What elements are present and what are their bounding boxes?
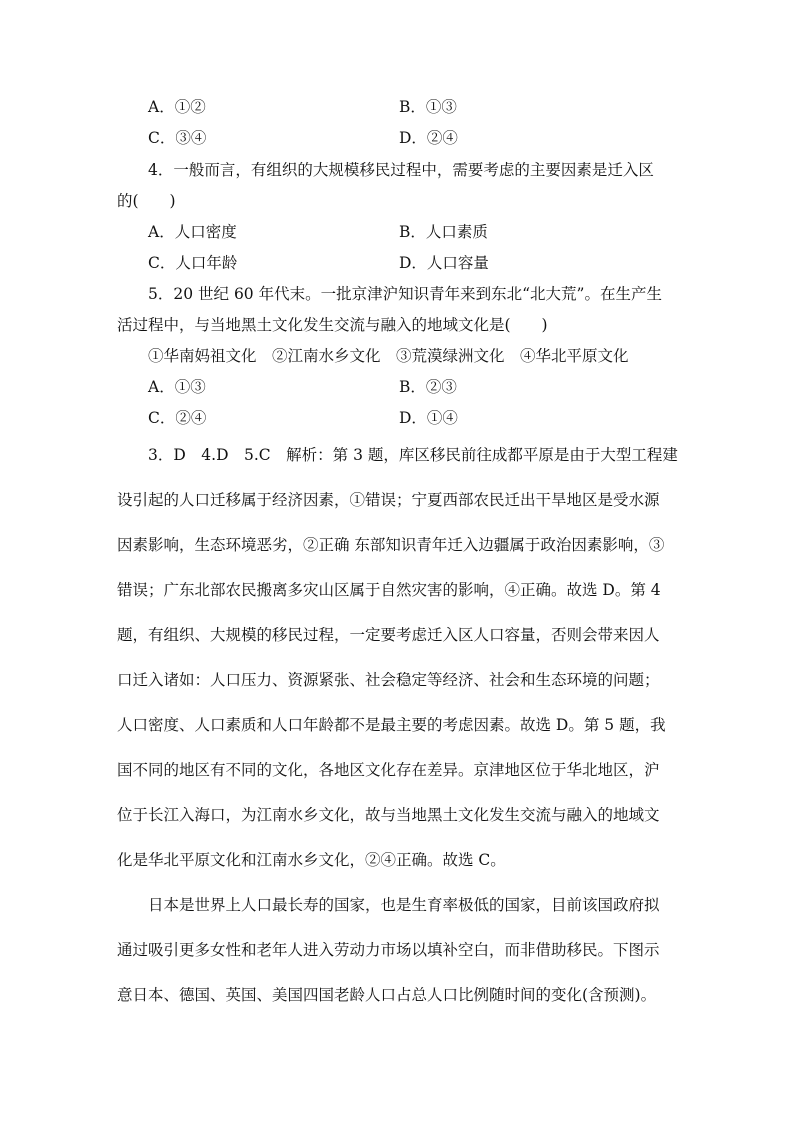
- q4-option-a: A．人口密度: [148, 223, 237, 241]
- intro-line: 日本是世界上人口最长寿的国家，也是生育率极低的国家，目前该国政府拟: [148, 896, 660, 914]
- q5-stem-line2: 活过程中，与当地黑土文化发生交流与融入的地域文化是( ): [117, 316, 548, 334]
- intro-line: 通过吸引更多女性和老年人进入劳动力市场以填补空白，而非借助移民。下图示: [117, 941, 660, 959]
- q3-option-d: D．②④: [399, 129, 458, 147]
- q3-option-b: B．①③: [399, 98, 457, 116]
- q5-option-c: C．②④: [148, 409, 207, 427]
- q5-option-d: D．①④: [399, 409, 458, 427]
- q4-option-c: C．人口年龄: [148, 254, 238, 272]
- q5-option-a: A．①③: [148, 378, 206, 396]
- q3-option-a: A．①②: [148, 98, 206, 116]
- explanation-line: 口迁入诸如：人口压力、资源紧张、社会稳定等经济、社会和生态环境的问题；: [117, 671, 660, 689]
- explanation-line: 人口密度、人口素质和人口年龄都不是最主要的考虑因素。故选 D。第 5 题，我: [117, 716, 666, 734]
- q4-option-d: D．人口容量: [399, 254, 489, 272]
- explanation-line: 3．D 4.D 5.C 解析：第 3 题，库区移民前往成都平原是由于大型工程建: [148, 446, 678, 464]
- intro-line: 意日本、德国、英国、美国四国老龄人口占总人口比例随时间的变化(含预测)。: [117, 986, 657, 1004]
- q4-option-b: B．人口素质: [399, 223, 488, 241]
- q4-stem-line2: 的( ): [117, 192, 176, 210]
- q4-stem-line1: 4．一般而言，有组织的大规模移民过程中，需要考虑的主要因素是迁入区: [148, 161, 654, 179]
- explanation-line: 因素影响，生态环境恶劣，②正确 东部知识青年迁入边疆属于政治因素影响，③: [117, 536, 665, 554]
- explanation-line: 位于长江入海口，为江南水乡文化，故与当地黑土文化发生交流与融入的地域文: [117, 806, 660, 824]
- q5-stem-line1: 5．20 世纪 60 年代末。一批京津沪知识青年来到东北“北大荒”。在生产生: [148, 285, 662, 303]
- explanation-line: 错误；广东北部农民搬离多灾山区属于自然灾害的影响，④正确。故选 D。第 4: [117, 581, 661, 599]
- q5-items: ①华南妈祖文化 ②江南水乡文化 ③荒漠绿洲文化 ④华北平原文化: [148, 347, 629, 365]
- explanation-line: 化是华北平原文化和江南水乡文化，②④正确。故选 C。: [117, 851, 506, 869]
- q3-option-c: C．③④: [148, 129, 207, 147]
- explanation-line: 设引起的人口迁移属于经济因素，①错误；宁夏西部农民迁出干旱地区是受水源: [117, 491, 660, 509]
- explanation-line: 题，有组织、大规模的移民过程，一定要考虑迁入区人口容量，否则会带来因人: [117, 626, 660, 644]
- explanation-line: 国不同的地区有不同的文化，各地区文化存在差异。京津地区位于华北地区，沪: [117, 761, 660, 779]
- q5-option-b: B．②③: [399, 378, 457, 396]
